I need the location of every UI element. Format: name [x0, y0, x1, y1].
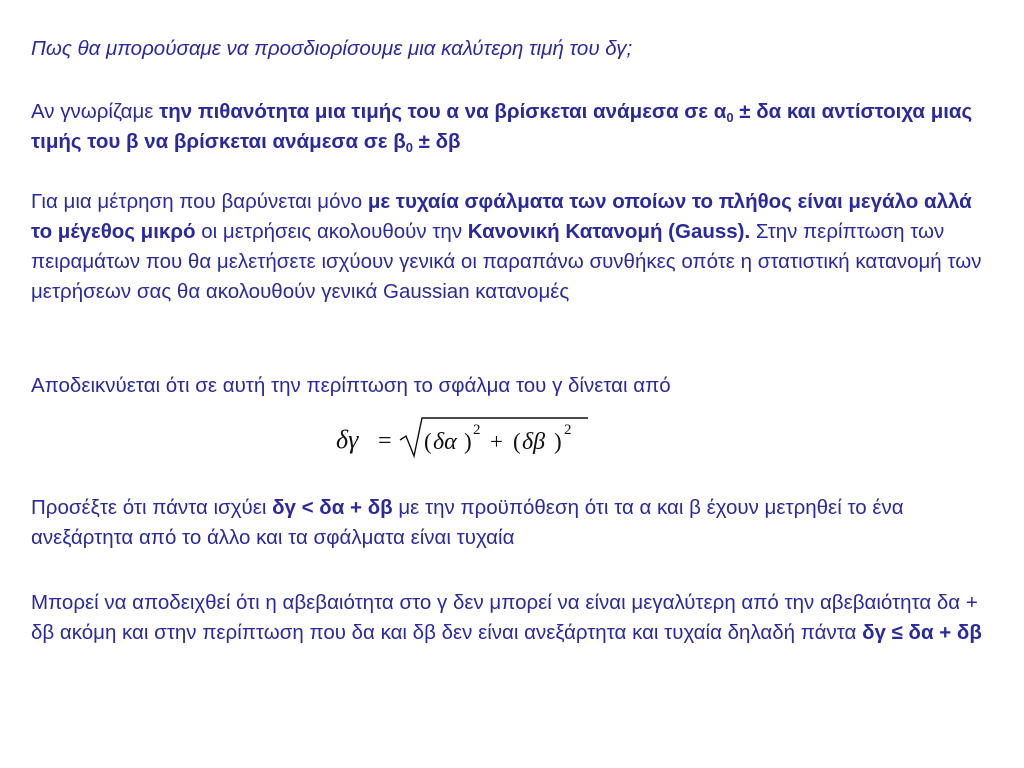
formula-lhs: δγ [336, 425, 359, 454]
p1-bold-2: ± δα και αντίστοιχα μιας τιμής του β να βρίσκεται ανάμεσα σε β [31, 100, 973, 153]
formula-equals: = [378, 428, 392, 454]
p2-text-1: Για μια μέτρηση που βαρύνεται μόνο [31, 190, 368, 213]
formula-term-1: δα [433, 429, 457, 455]
p4-text-1: Προσέξτε ότι πάντα ισχύει [31, 496, 273, 519]
p1-subscript-1: 0 [726, 110, 734, 125]
formula-rparen-1: ) [464, 429, 472, 454]
p2-text-3: Στην περίπτωση των πειραμάτων που θα μελετήσετε ισχύουν γενικά οι παραπάνω συνθήκες οπότε η στατιστική κατανομή των μετρήσεων σας θα ακολουθούν γενικά Gaussian κατανομές [31, 220, 982, 303]
p1-bold-3: ± δβ [412, 130, 461, 153]
paragraph-proof: Αποδεικνύεται ότι σε αυτή την περίπτωση το σφάλμα του γ δίνεται από [31, 374, 671, 397]
question-heading: Πως θα μπορούσαμε να προσδιορίσουμε μια καλύτερη τιμή του δγ; [31, 37, 633, 60]
p2-text-2: οι μετρήσεις ακολουθούν την [195, 220, 468, 243]
formula-svg [330, 412, 600, 462]
p5-bold-1: δγ ≤ δα + δβ [862, 621, 982, 644]
p2-bold-2: Κανονική Κατανομή (Gauss). [467, 220, 751, 243]
paragraph-gauss [31, 187, 991, 307]
formula-rparen-2: ) [554, 429, 562, 454]
paragraph-inequality [31, 493, 991, 553]
formula-lparen-1: ( [424, 429, 432, 454]
formula-exponent-1: 2 [473, 422, 481, 438]
p2-bold-1: με τυχαία σφάλματα των οποίων το πλήθος είναι μεγάλο αλλά το μέγεθος μικρό [31, 190, 972, 243]
formula-plus: + [490, 429, 503, 454]
error-propagation-formula [330, 412, 600, 462]
p1-subscript-2: 0 [405, 140, 413, 155]
formula-lparen-2: ( [513, 429, 521, 454]
paragraph-upper-bound [31, 588, 991, 648]
p4-bold-1: δγ < δα + δβ [272, 496, 393, 519]
paragraph-probability [31, 97, 991, 157]
p5-text-1: Μπορεί να αποδειχθεί ότι η αβεβαιότητα στο γ δεν μπορεί να είναι μεγαλύτερη από την αβεβαιότητα δα + δβ ακόμη και στην περίπτωση που δα και δβ δεν είναι ανεξάρτητα και τυχαία δηλαδή πάντα [31, 591, 978, 644]
p4-text-2: με την προϋπόθεση ότι τα α και β έχουν μετρηθεί το ένα ανεξάρτητα από το άλλο και τα σφάλματα είναι τυχαία [31, 496, 904, 549]
formula-term-2: δβ [522, 429, 546, 455]
p1-bold-1: την πιθανότητα μια τιμής του α να βρίσκεται ανάμεσα σε α [159, 100, 727, 123]
formula-exponent-2: 2 [564, 422, 572, 438]
p1-text: Αν γνωρίζαμε [31, 100, 160, 123]
